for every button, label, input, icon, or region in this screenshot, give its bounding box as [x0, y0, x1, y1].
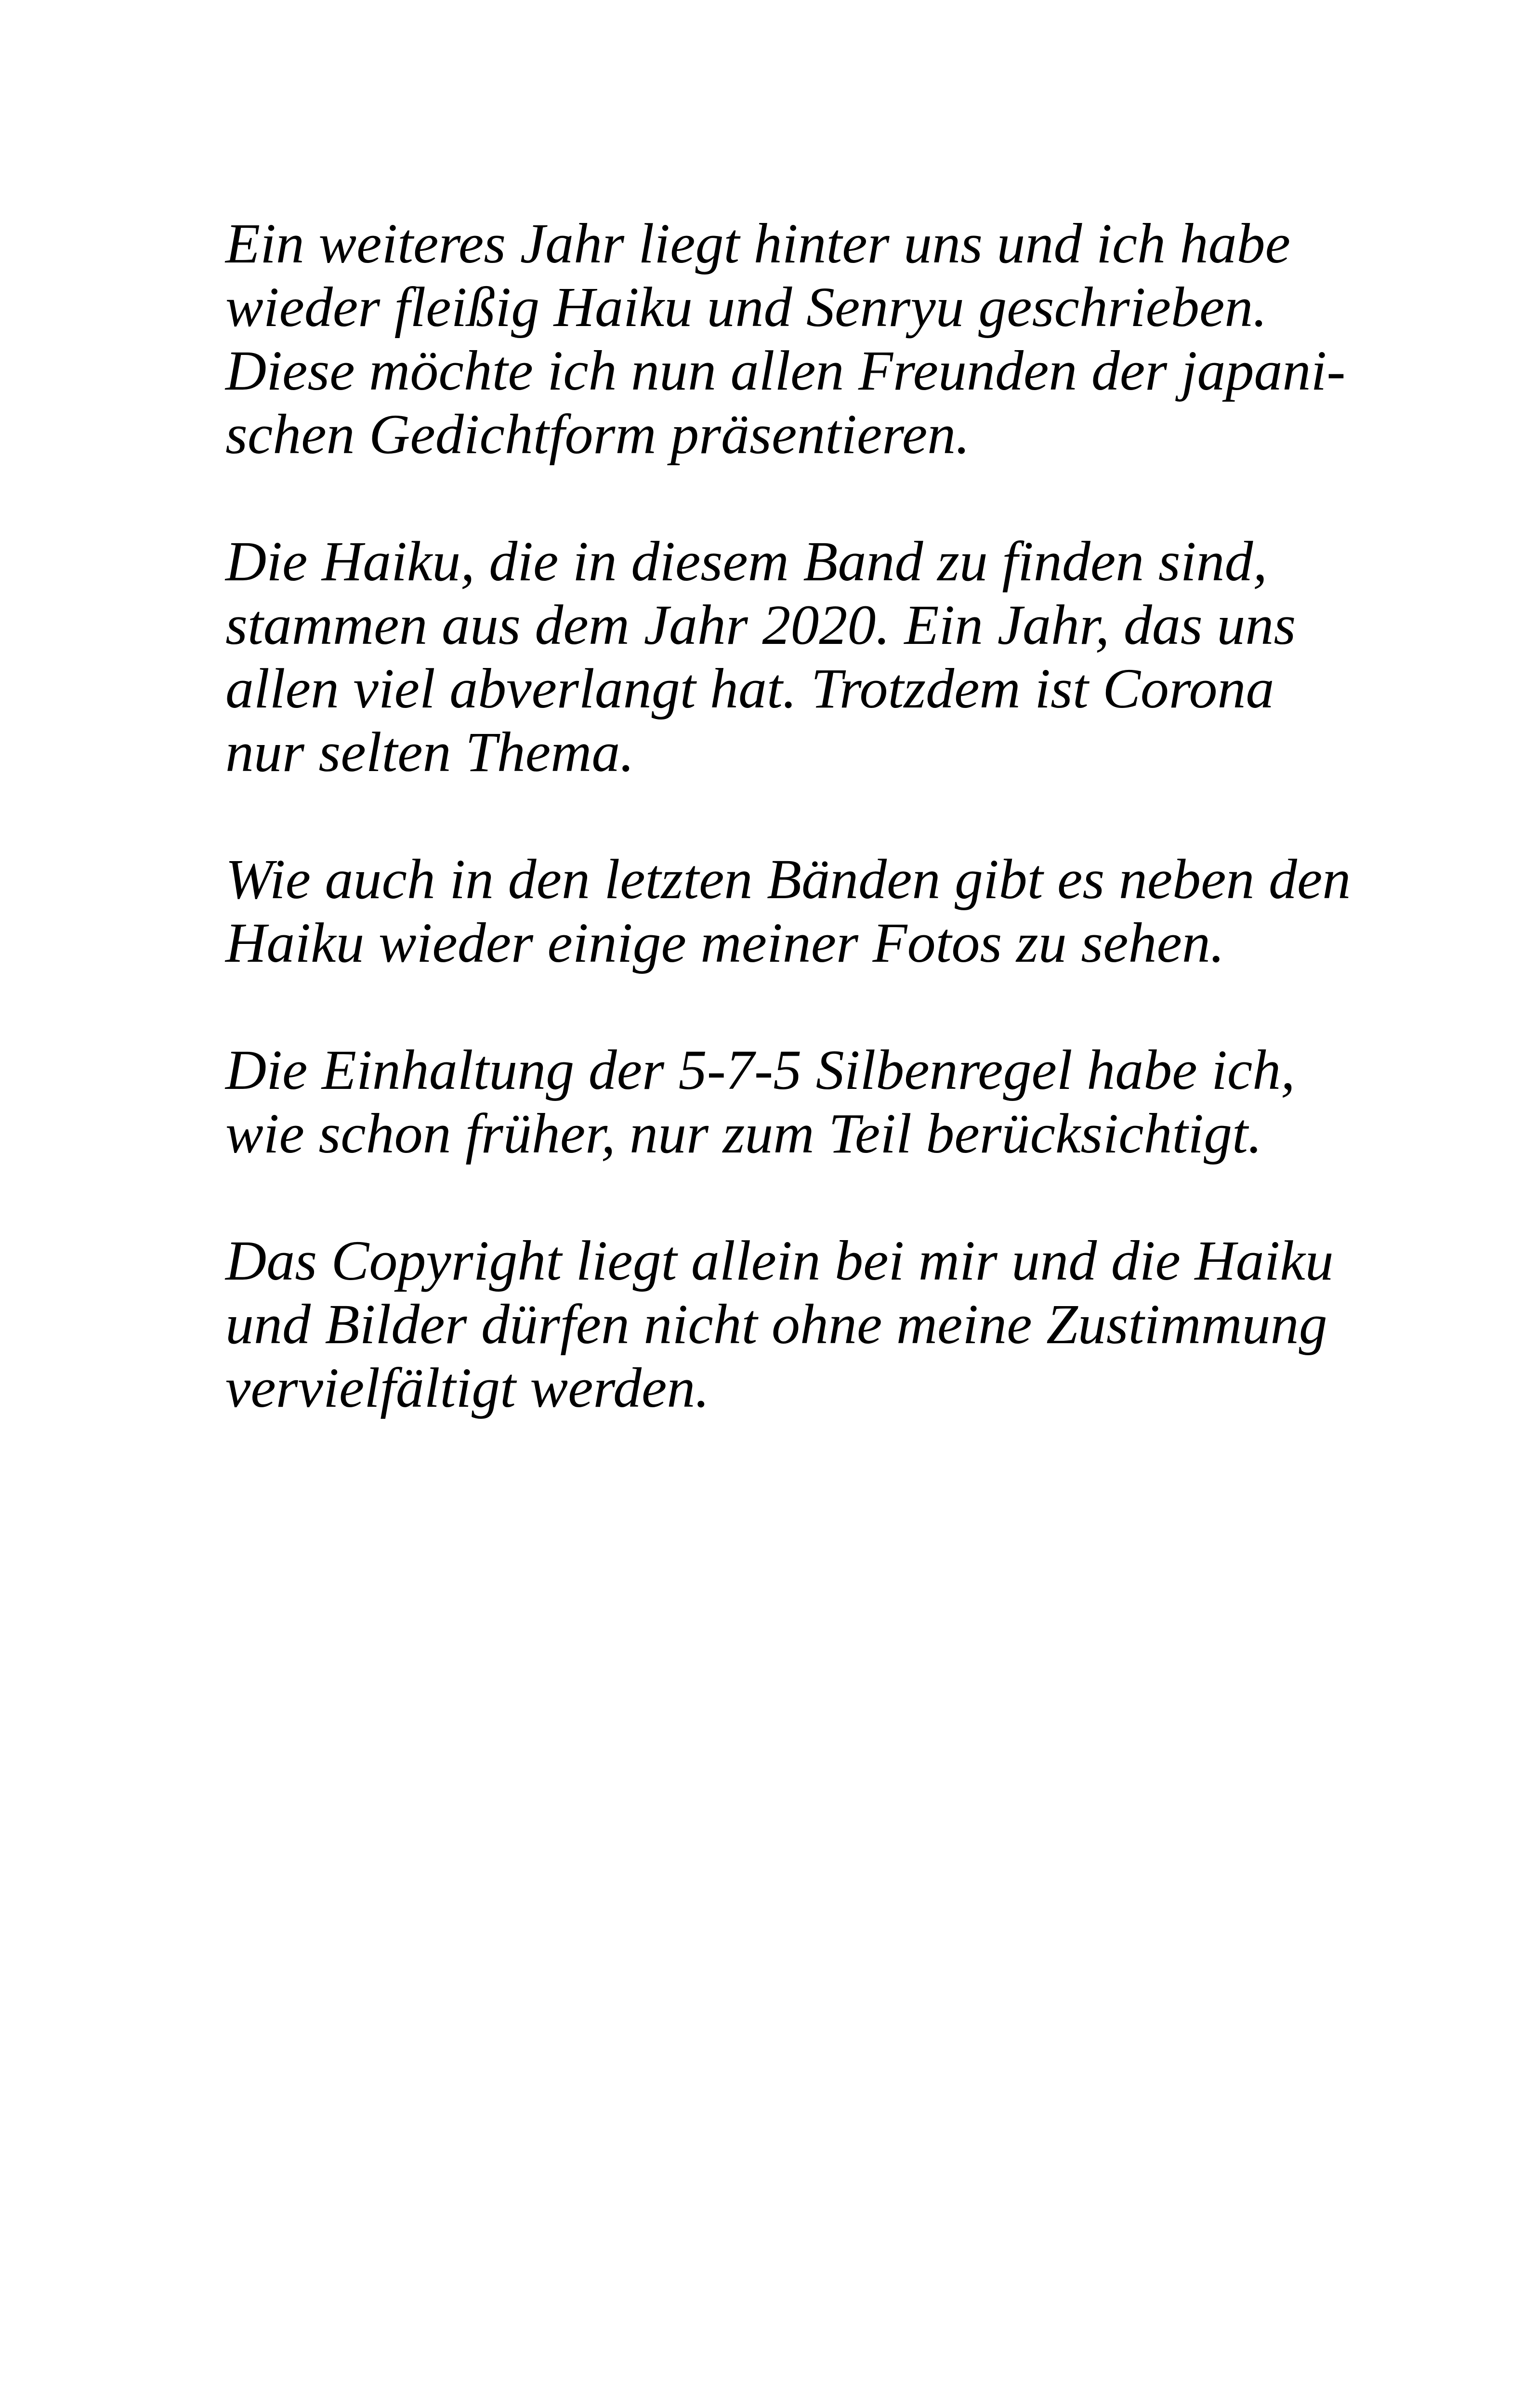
text-line: Das Copyright liegt allein bei mir und die Haiku: [225, 1229, 1334, 1292]
text-line: Die Haiku, die in diesem Band zu finden sind,: [225, 530, 1268, 593]
text-line: wie schon früher, nur zum Teil berücksichtigt.: [225, 1102, 1262, 1165]
text-line: wieder fleißig Haiku und Senryu geschrieben.: [225, 275, 1267, 339]
paragraph-syllables: [225, 1038, 1333, 1165]
paragraph-photos: [225, 848, 1351, 975]
paragraph-copyright: [225, 1229, 1333, 1420]
text-line: Wie auch in den letzten Bänden gibt es neben den: [225, 848, 1351, 911]
text-line: vervielfältigt werden.: [225, 1356, 709, 1419]
paragraph-intro: [225, 212, 1346, 466]
text-line: Diese möchte ich nun allen Freunden der japani-: [225, 339, 1346, 402]
text-line: Ein weiteres Jahr liegt hinter uns und ich habe: [225, 212, 1291, 275]
text-line: allen viel abverlangt hat. Trotzdem ist Corona: [225, 657, 1274, 720]
text-line: und Bilder dürfen nicht ohne meine Zustimmung: [225, 1293, 1327, 1356]
text-line: Die Einhaltung der 5-7-5 Silbenregel habe ich,: [225, 1038, 1295, 1101]
text-line: Haiku wieder einige meiner Fotos zu sehen.: [225, 911, 1225, 974]
body-text: [225, 212, 1351, 1483]
paragraph-year: [225, 530, 1333, 784]
text-line: schen Gedichtform präsentieren.: [225, 403, 970, 466]
text-line: nur selten Thema.: [225, 720, 634, 784]
text-line: stammen aus dem Jahr 2020. Ein Jahr, das uns: [225, 593, 1296, 656]
